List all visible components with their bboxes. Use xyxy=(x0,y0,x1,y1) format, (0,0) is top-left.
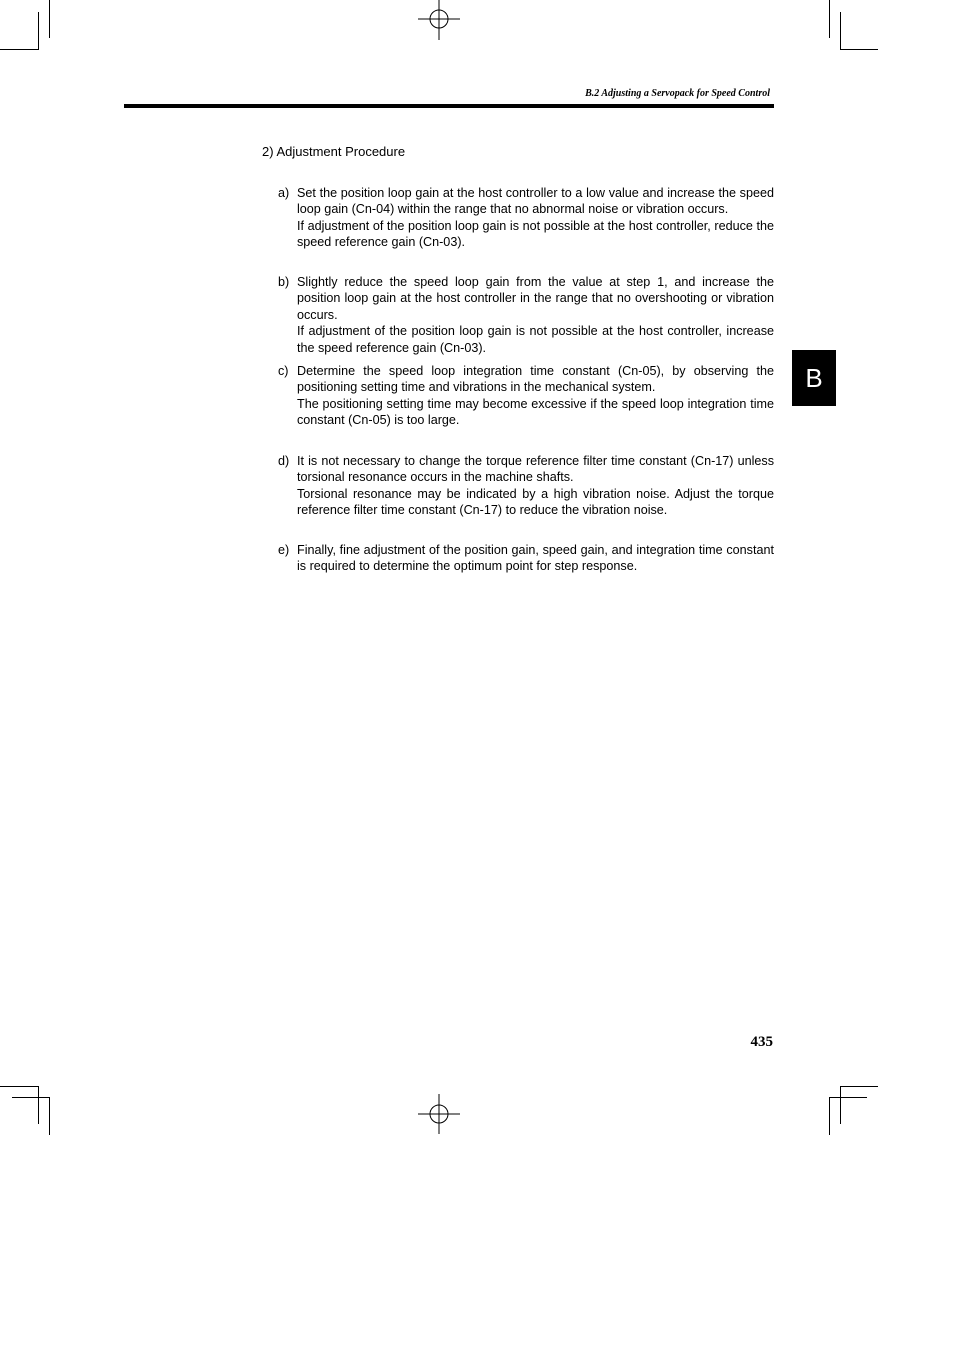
crop-mark xyxy=(0,1086,38,1087)
crop-mark xyxy=(38,1086,39,1124)
step-e xyxy=(278,542,774,575)
section-heading: 2) Adjustment Procedure xyxy=(262,144,406,159)
crop-mark xyxy=(829,0,830,38)
crop-mark xyxy=(49,1097,50,1135)
step-paragraph: Finally, fine adjustment of the position gain, speed gain, and integration time constant is required to determine the optimum point for step response. xyxy=(297,543,774,574)
crop-mark xyxy=(840,1086,878,1087)
step-body xyxy=(297,453,774,519)
crop-mark xyxy=(829,1097,867,1098)
step-c xyxy=(278,363,774,429)
step-letter: d) xyxy=(278,454,290,468)
step-letter: e) xyxy=(278,543,290,557)
step-b xyxy=(278,274,774,356)
crop-mark xyxy=(12,1097,50,1098)
header-rule xyxy=(124,104,774,108)
step-body xyxy=(297,274,774,356)
step-paragraph: If adjustment of the position loop gain is not possible at the host controller, reduce the speed reference gain (Cn-03). xyxy=(297,218,774,250)
step-body xyxy=(297,185,774,251)
registration-mark-icon xyxy=(418,0,460,40)
step-body xyxy=(297,363,774,429)
step-letter: b) xyxy=(278,275,290,289)
crop-mark xyxy=(38,12,39,50)
step-paragraph: Set the position loop gain at the host controller to a low value and increase the speed loop gain (Cn-04) within the range that no abnormal noise or vibration occurs. xyxy=(297,186,774,217)
step-paragraph: Determine the speed loop integration time constant (Cn-05), by observing the positioning setting time and vibrations in the mechanical system. xyxy=(297,364,774,395)
running-head: B.2 Adjusting a Servopack for Speed Control xyxy=(585,88,770,99)
page-number: 435 xyxy=(750,1034,773,1050)
step-paragraph: Slightly reduce the speed loop gain from the value at step 1, and increase the position loop gain at the host controller in the range that no overshooting or vibration occurs. xyxy=(297,275,774,322)
step-paragraph: The positioning setting time may become excessive if the speed loop integration time constant (Cn-05) is too large. xyxy=(297,396,774,428)
crop-mark xyxy=(829,1097,830,1135)
step-letter: c) xyxy=(278,364,289,378)
step-paragraph: If adjustment of the position loop gain is not possible at the host controller, increase the speed reference gain (Cn-03). xyxy=(297,324,774,355)
step-d xyxy=(278,453,774,519)
crop-mark xyxy=(0,49,38,50)
crop-mark xyxy=(840,1086,841,1124)
registration-mark-icon xyxy=(418,1094,460,1134)
chapter-tab: B xyxy=(792,350,836,406)
step-letter: a) xyxy=(278,186,290,200)
step-body xyxy=(297,542,774,575)
crop-mark xyxy=(840,49,878,50)
step-paragraph: It is not necessary to change the torque reference filter time constant (Cn-17) unless torsional resonance occurs in the machine shafts. xyxy=(297,454,774,485)
crop-mark xyxy=(49,0,50,38)
step-a xyxy=(278,185,774,251)
crop-mark xyxy=(840,12,841,50)
step-paragraph: Torsional resonance may be indicated by a high vibration noise. Adjust the torque reference filter time constant (Cn-17) to reduce the vibration noise. xyxy=(297,486,774,518)
